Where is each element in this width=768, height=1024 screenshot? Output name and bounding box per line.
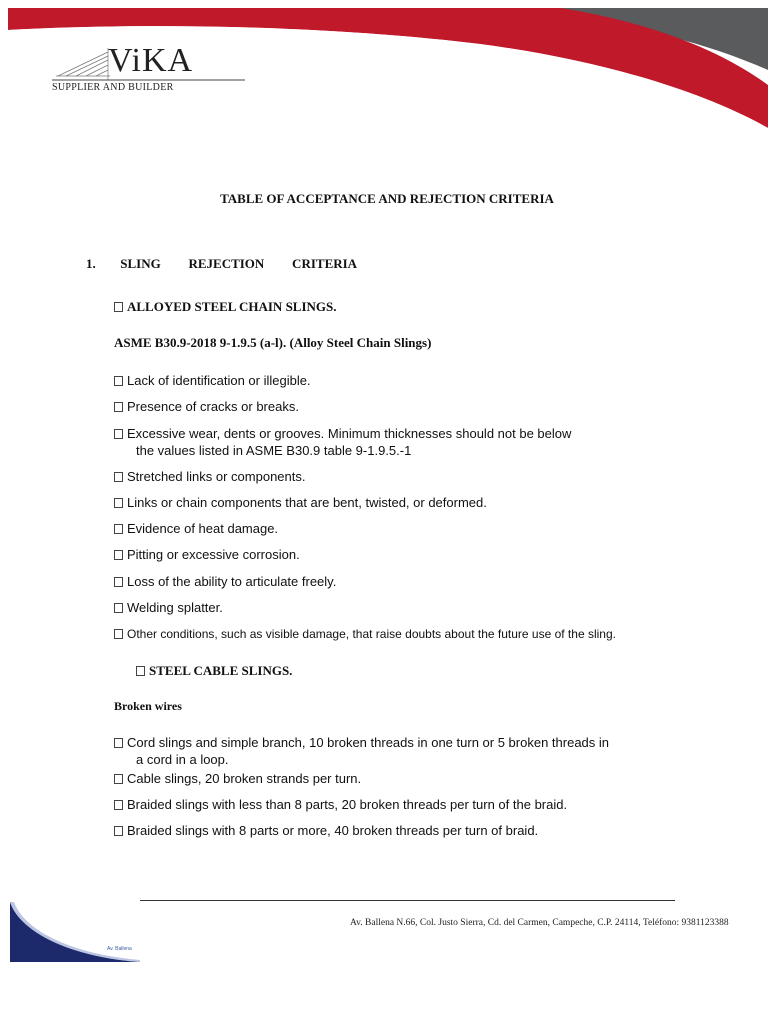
document-title: TABLE OF ACCEPTANCE AND REJECTION CRITERIA [220,191,554,206]
company-tagline: SUPPLIER AND BUILDER [52,82,174,93]
checkbox-bullet-icon [114,498,123,508]
checkbox-bullet-icon [114,603,123,613]
list-item: Other conditions, such as visible damage, that raise doubts about the future use of the sling. [114,626,616,643]
footer-divider [140,900,675,901]
checkbox-bullet-icon [114,376,123,386]
company-logo: ViKA [108,42,194,79]
list-item: Links or chain components that are bent, twisted, or deformed. [114,494,487,511]
list-item: Braided slings with 8 parts or more, 40 broken threads per turn of braid. [114,822,538,839]
checkbox-bullet-icon [114,524,123,534]
subsection-heading-cable: STEEL CABLE SLINGS. [136,663,292,679]
checkbox-bullet-icon [114,429,123,439]
list-item: Lack of identification or illegible. [114,372,311,389]
checkbox-bullet-icon [114,826,123,836]
list-item: Presence of cracks or breaks. [114,398,299,415]
checkbox-bullet-icon [114,402,123,412]
checkbox-bullet-icon [136,666,145,676]
section-heading [86,256,357,272]
footer-swoosh [10,902,145,964]
reference-asme: ASME B30.9-2018 9-1.9.5 (a-l). (Alloy Steel Chain Slings) [114,335,432,350]
list-item: Stretched links or components. [114,468,305,485]
subsection-heading-chain: ALLOYED STEEL CHAIN SLINGS. [114,299,337,315]
list-item: Braided slings with less than 8 parts, 20 broken threads per turn of the braid. [114,796,567,813]
checkbox-bullet-icon [114,472,123,482]
checkbox-bullet-icon [114,550,123,560]
section-number: 1. [86,256,96,271]
list-item: Excessive wear, dents or grooves. Minimum thicknesses should not be below the values listed in ASME B30.9 table 9-1.9.5.-1 [114,425,571,459]
checkbox-bullet-icon [114,577,123,587]
list-item: Loss of the ability to articulate freely. [114,573,336,590]
checkbox-bullet-icon [114,738,123,748]
footer-mini-label: Av. Ballena [107,946,132,952]
broken-wires-heading: Broken wires [114,699,182,713]
checkbox-bullet-icon [114,302,123,312]
list-item: Evidence of heat damage. [114,520,278,537]
list-item: Welding splatter. [114,599,223,616]
checkbox-bullet-icon [114,800,123,810]
section-title: SLING REJECTION CRITERIA [120,256,358,271]
list-item: Cable slings, 20 broken strands per turn. [114,770,361,787]
checkbox-bullet-icon [114,774,123,784]
checkbox-bullet-icon [114,629,123,639]
list-item: Cord slings and simple branch, 10 broken threads in one turn or 5 broken threads in a cord in a loop. [114,734,609,768]
list-item: Pitting or excessive corrosion. [114,546,300,563]
footer-address: Av. Ballena N.66, Col. Justo Sierra, Cd. del Carmen, Campeche, C.P. 24114, Teléfono: 9381123388 [350,918,729,928]
